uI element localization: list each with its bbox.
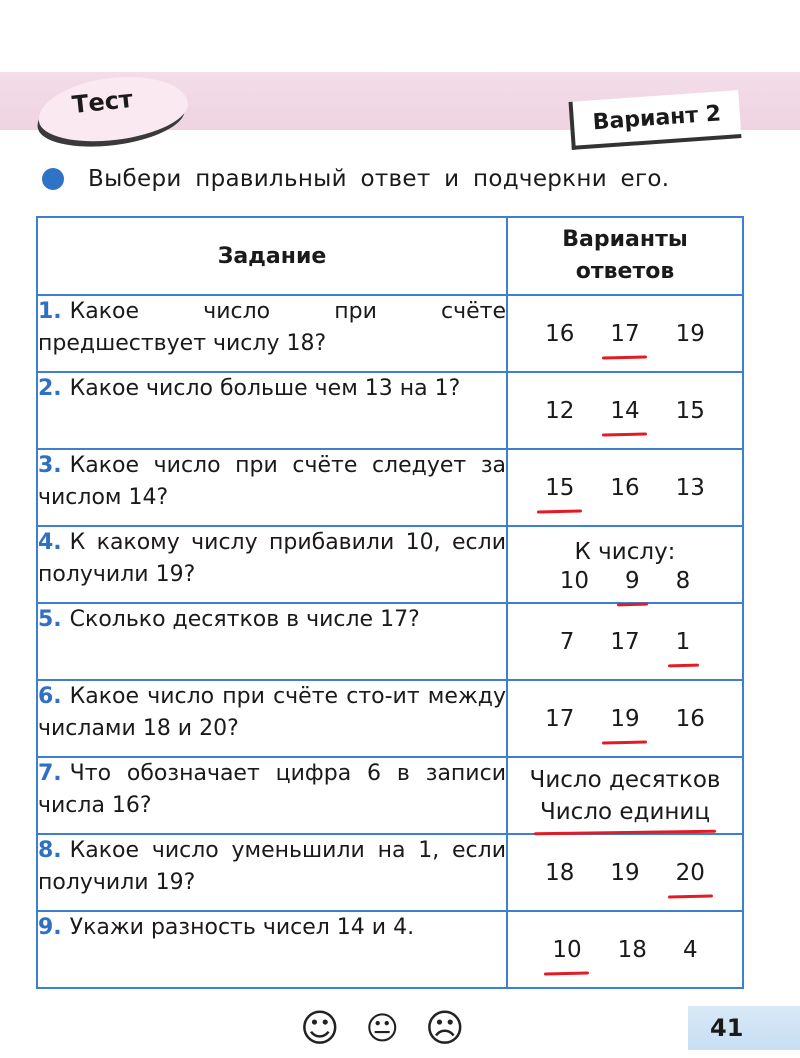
answer-options xyxy=(508,398,742,424)
instruction-text: Выбери правильный ответ и подчеркни его. xyxy=(88,166,670,192)
answer-options xyxy=(508,706,742,732)
answer-prefix: К числу: xyxy=(574,538,676,565)
question-text: Какое число при счёте следует за числом 14? xyxy=(38,453,506,510)
instruction xyxy=(42,166,669,192)
answer-options xyxy=(508,475,742,501)
question-text: К какому числу прибавили 10, если получили 19? xyxy=(38,530,506,587)
question-number: 8. xyxy=(38,838,62,863)
answers-cell xyxy=(507,680,743,757)
question-cell xyxy=(37,603,507,680)
header-answers-line1: Варианты xyxy=(562,227,688,252)
answer-option[interactable]: 15 xyxy=(675,397,705,424)
question-text: Сколько десятков в числе 17? xyxy=(69,607,420,632)
table-row xyxy=(37,295,743,372)
table-row xyxy=(37,372,743,449)
table-row xyxy=(37,911,743,988)
question-cell xyxy=(37,372,507,449)
answer-option[interactable]: 8 xyxy=(675,567,691,594)
answer-option[interactable]: 18 xyxy=(545,859,575,886)
answer-options xyxy=(508,321,742,347)
answer-option[interactable]: 19 xyxy=(675,320,705,347)
answer-option[interactable]: Число десятков xyxy=(529,766,721,793)
question-text: Укажи разность чисел 14 и 4. xyxy=(69,915,415,940)
header-answers xyxy=(507,217,743,295)
answer-option[interactable]: 20 xyxy=(675,859,705,886)
answers-cell xyxy=(507,603,743,680)
answer-option[interactable]: Число единиц xyxy=(540,796,710,828)
header-task: Задание xyxy=(37,217,507,295)
question-cell xyxy=(37,834,507,911)
question-number: 4. xyxy=(38,530,62,555)
question-number: 2. xyxy=(38,376,62,401)
question-cell xyxy=(37,757,507,834)
table-row xyxy=(37,834,743,911)
table-row xyxy=(37,680,743,757)
answer-options xyxy=(508,860,742,886)
sad-face-icon[interactable]: ☹ xyxy=(424,1006,465,1050)
answers-cell xyxy=(507,834,743,911)
question-text: Какое число больше чем 13 на 1? xyxy=(69,376,461,401)
answers-cell xyxy=(507,449,743,526)
question-cell xyxy=(37,449,507,526)
answer-option[interactable]: 17 xyxy=(610,320,640,347)
answer-option[interactable]: 4 xyxy=(682,936,698,963)
answer-option[interactable]: 10 xyxy=(559,567,589,594)
answer-option[interactable]: 15 xyxy=(545,474,575,501)
table-row xyxy=(37,757,743,834)
answer-option[interactable]: 19 xyxy=(610,705,640,732)
variant-label: Вариант 2 xyxy=(569,90,742,150)
question-number: 6. xyxy=(38,684,62,709)
table-header-row xyxy=(37,217,743,295)
answer-options xyxy=(508,629,742,655)
answer-option[interactable]: 12 xyxy=(545,397,575,424)
answers-cell xyxy=(507,372,743,449)
question-number: 5. xyxy=(38,607,62,632)
question-text: Что обозначает цифра 6 в записи числа 16? xyxy=(38,761,506,818)
question-text: Какое число при счёте сто-ит между числами 18 и 20? xyxy=(38,684,506,741)
test-label: Тест xyxy=(70,84,135,120)
smile-face-icon[interactable]: ☺ xyxy=(300,1006,340,1050)
answer-option[interactable]: 14 xyxy=(610,397,640,424)
answer-option-row xyxy=(508,796,742,828)
answers-cell xyxy=(507,295,743,372)
answer-option[interactable]: 1 xyxy=(675,628,691,655)
question-cell xyxy=(37,911,507,988)
quiz-table xyxy=(36,216,744,989)
header-answers-line2: ответов xyxy=(575,259,675,284)
question-text: Какое число при счёте предшествует числу 18? xyxy=(38,299,506,356)
question-number: 7. xyxy=(38,761,62,786)
answer-option[interactable]: 16 xyxy=(610,474,640,501)
answer-options xyxy=(508,568,742,594)
answer-options xyxy=(508,937,742,963)
answers-cell xyxy=(507,757,743,834)
question-text: Какое число уменьшили на 1, если получили 19? xyxy=(38,838,506,895)
answer-option[interactable]: 7 xyxy=(559,628,575,655)
answer-option[interactable]: 10 xyxy=(552,936,582,963)
question-cell xyxy=(37,295,507,372)
answer-option[interactable]: 19 xyxy=(610,859,640,886)
table-row xyxy=(37,526,743,603)
answers-cell xyxy=(507,526,743,603)
answer-option[interactable]: 9 xyxy=(625,567,640,594)
answer-option[interactable]: 13 xyxy=(675,474,705,501)
table-row xyxy=(37,449,743,526)
question-number: 9. xyxy=(38,915,62,940)
self-assessment-faces xyxy=(300,1008,465,1048)
question-cell xyxy=(37,526,507,603)
neutral-face-icon[interactable]: 😐 xyxy=(365,1009,399,1047)
answer-option[interactable]: 17 xyxy=(545,705,575,732)
answer-option[interactable]: 18 xyxy=(617,936,647,963)
question-number: 1. xyxy=(38,299,62,324)
bullet-icon xyxy=(42,168,64,190)
page-number: 41 xyxy=(688,1006,800,1050)
answer-option-row xyxy=(508,764,742,796)
question-cell xyxy=(37,680,507,757)
question-number: 3. xyxy=(38,453,62,478)
answer-option[interactable]: 16 xyxy=(545,320,575,347)
answer-option[interactable]: 16 xyxy=(675,705,705,732)
answers-cell xyxy=(507,911,743,988)
answer-option[interactable]: 17 xyxy=(610,628,640,655)
table-row xyxy=(37,603,743,680)
